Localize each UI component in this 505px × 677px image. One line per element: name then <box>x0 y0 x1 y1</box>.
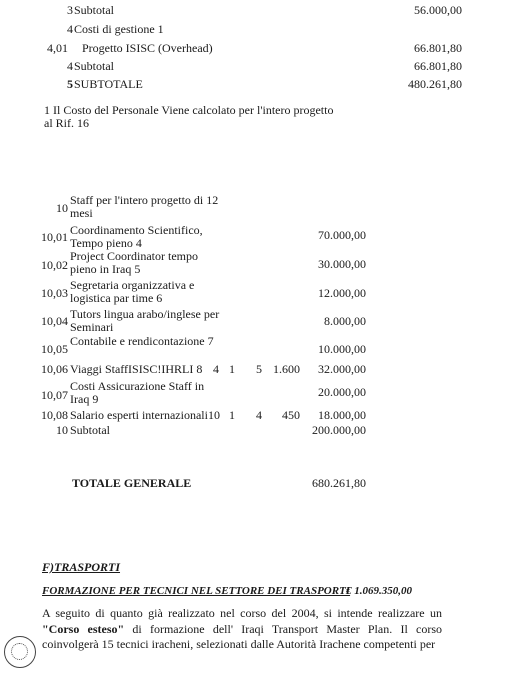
stamp-seal-icon <box>4 636 36 668</box>
row-amount: 20.000,00 <box>318 385 366 399</box>
section-paragraph <box>42 606 442 653</box>
row-desc: Salario esperti internazionali <box>70 408 208 422</box>
row-code: 10 <box>56 423 68 437</box>
row-amount: 200.000,00 <box>312 423 366 437</box>
row-amount: 56.000,00 <box>414 3 462 17</box>
row-code: 10,01 <box>41 230 68 244</box>
row-code: 10,04 <box>41 314 68 328</box>
row-amount: 30.000,00 <box>318 257 366 271</box>
row-code: 10,07 <box>41 388 68 402</box>
row-desc: Project Coordinator tempo pieno in Iraq 5 <box>70 249 198 276</box>
row-amount: 66.801,80 <box>414 59 462 73</box>
row-amount: 480.261,80 <box>408 77 462 91</box>
totale-amount: 680.261,80 <box>312 476 366 490</box>
row-desc: Subtotal <box>74 3 115 17</box>
row-code: 10,02 <box>41 258 68 272</box>
paragraph-bold: "Corso esteso" <box>42 621 125 636</box>
row-code: 5 <box>67 77 73 91</box>
row-desc: Tutors lingua arabo/inglese per Seminari <box>70 307 220 334</box>
row-code: 10,06 <box>41 362 68 376</box>
row-code: 10,05 <box>41 342 68 356</box>
totale-label: TOTALE GENERALE <box>72 476 192 490</box>
row-col2: 1 <box>229 408 235 422</box>
row-desc: Viaggi StaffISISC!IHRLI 8 <box>70 362 203 376</box>
row-desc: Subtotal <box>70 423 111 437</box>
row-code: 4 <box>67 59 73 73</box>
row-col4: 450 <box>282 408 300 422</box>
row-code: 4 <box>67 22 73 36</box>
row-code: 10,03 <box>41 286 68 300</box>
row-amount: 10.000,00 <box>318 342 366 356</box>
row-col3: 5 <box>256 362 262 376</box>
row-desc: SUBTOTALE <box>74 77 143 91</box>
row-code: 10,08 <box>41 408 68 422</box>
row-desc: Staff per l'intero progetto di 12 mesi <box>70 193 219 220</box>
row-amount: 18.000,00 <box>318 408 366 422</box>
section-amount: € 1.069.350,00 <box>346 585 412 597</box>
row-desc: Contabile e rendicontazione 7 <box>70 334 214 348</box>
row-code: 4,01 <box>47 41 68 55</box>
row-desc: Progetto ISISC (Overhead) <box>82 41 213 55</box>
row-col2: 1 <box>229 362 235 376</box>
section-subtitle: FORMAZIONE PER TECNICI NEL SETTORE DEI TRASPORTI <box>42 585 351 597</box>
paragraph-text-2: di formazione dell' Iraqi Transport Master Plan. Il corso coinvolgerà 15 tecnici iracheni, selezionati dalle Autorità Irachene competenti per <box>42 621 442 651</box>
footnote: 1 Il Costo del Personale Viene calcolato per l'intero progetto al Rif. 16 <box>44 103 334 130</box>
row-code: 3 <box>67 3 73 17</box>
row-col4: 1.600 <box>273 362 300 376</box>
row-desc: Coordinamento Scientifico, Tempo pieno 4 <box>70 223 203 250</box>
row-amount: 8.000,00 <box>324 314 366 328</box>
row-amount: 32.000,00 <box>318 362 366 376</box>
row-amount: 66.801,80 <box>414 41 462 55</box>
row-col3: 4 <box>256 408 262 422</box>
paragraph-text-1: A seguito di quanto già realizzato nel corso del 2004, si intende realizzare un <box>42 606 442 620</box>
row-desc: Costi di gestione 1 <box>74 22 164 36</box>
row-amount: 12.000,00 <box>318 286 366 300</box>
row-col1: 10 <box>208 408 220 422</box>
row-amount: 70.000,00 <box>318 228 366 242</box>
row-desc: Subtotal <box>74 59 115 73</box>
section-title: F)TRASPORTI <box>42 560 121 574</box>
row-desc: Segretaria organizzativa e logistica par time 6 <box>70 278 195 305</box>
row-col1: 4 <box>213 362 219 376</box>
row-desc: Costi Assicurazione Staff in Iraq 9 <box>70 379 205 406</box>
row-code: 10 <box>56 201 68 215</box>
